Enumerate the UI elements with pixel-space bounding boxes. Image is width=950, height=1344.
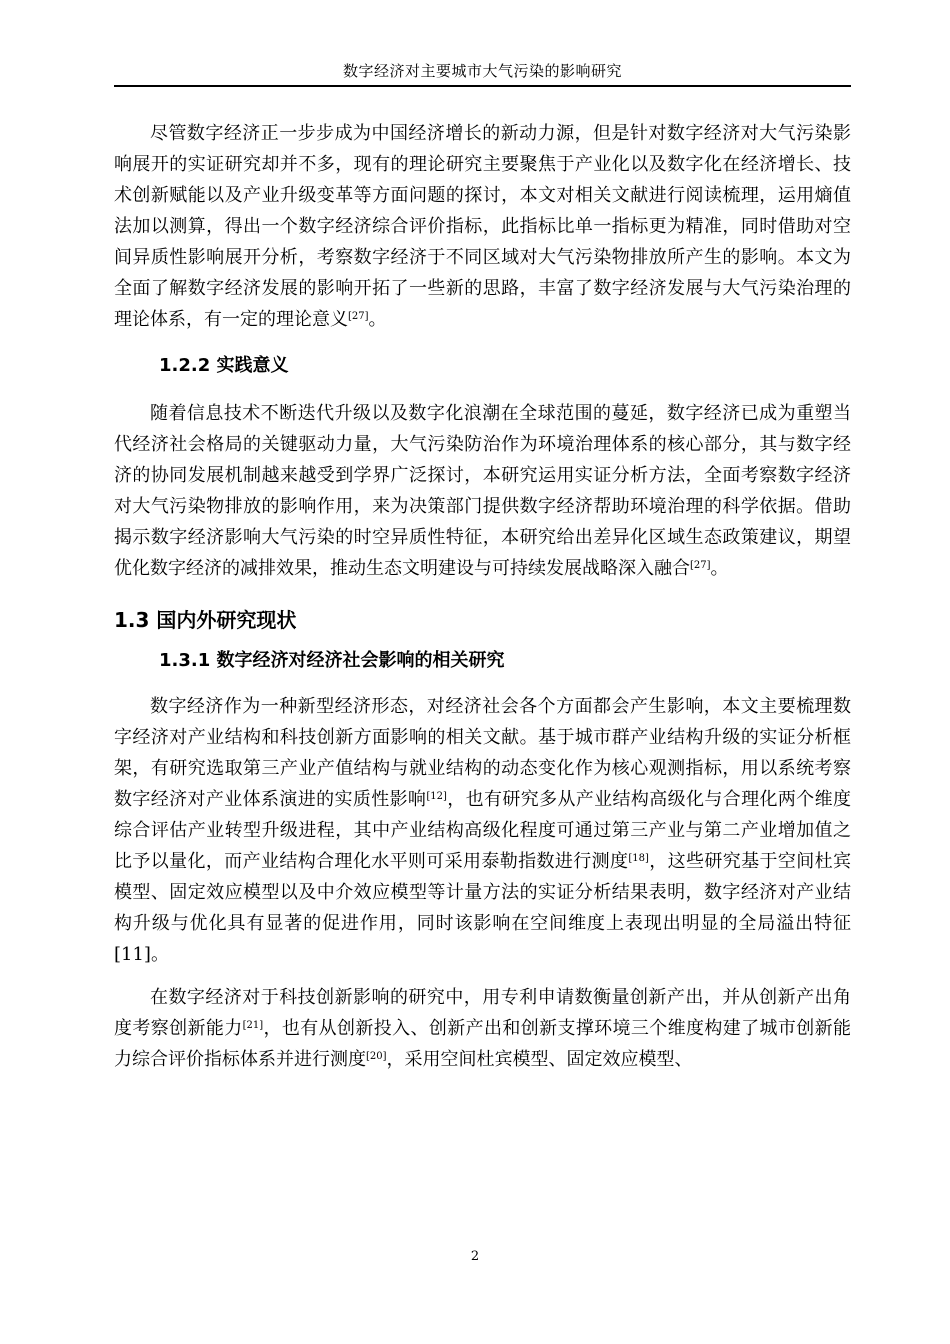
practical-significance-paragraph (114, 398, 851, 584)
industry-structure-paragraph (114, 691, 851, 970)
page-content (114, 118, 851, 1075)
citation: [27] (348, 311, 369, 322)
page-number: 2 (470, 1249, 480, 1264)
section-heading-1-2-2: 1.2.2 实践意义 (159, 355, 289, 376)
paragraph-text: ，也有研究多从产业结构高级化与合理化两个维度综合评估产业转型升级进程，其中产业结构高级化程度可通过第三产业与第二产业增加值之比予以量化，而产业结构合理化水平则可采用泰勒指数进行测度 (114, 789, 852, 872)
running-header: 数字经济对主要城市大气污染的影响研究 (342, 62, 622, 80)
paragraph-text: 数字经济作为一种新型经济形态，对经济社会各个方面都会产生影响，本文主要梳理数字经济对产业结构和科技创新方面影响的相关文献。基于城市群产业结构升级的实证分析框架，有研究选取第三产业产值结构与就业结构的动态变化作为核心观测指标，用以系统考察数字经济对产业体系演进的实质性影响 (114, 696, 851, 810)
paragraph-text: 在数字经济对于科技创新影响的研究中，用专利申请数衡量创新产出，并从创新产出角度考察创新能力 (114, 987, 851, 1039)
paragraph-text: 尽管数字经济正一步步成为中国经济增长的新动力源，但是针对数字经济对大气污染影响展开的实证研究却并不多，现有的理论研究主要聚焦于产业化以及数字化在经济增长、技术创新赋能以及产业升级变革等方面问题的探讨，本文对相关文献进行阅读梳理，运用熵值法加以测算，得出一个数字经济综合评价指标，此指标比单一指标更为精准，同时借助对空间异质性影响展开分析，考察数字经济于不同区域对大气污染物排放所产生的影响。本文为全面了解数字经济发展的影响开拓了一些新的思路，丰富了数字经济发展与大气污染治理的理论体系，有一定的理论意义 (114, 123, 851, 330)
citation: [21] (242, 1020, 264, 1031)
header-rule (114, 85, 851, 87)
section-heading-1-3: 1.3 国内外研究现状 (114, 608, 297, 632)
paragraph-text: 随着信息技术不断迭代升级以及数字化浪潮在全球范围的蔓延，数字经济已成为重塑当代经济社会格局的关键驱动力量，大气污染防治作为环境治理体系的核心部分，其与数字经济的协同发展机制越来越受到学界广泛探讨，本研究运用实证分析方法，全面考察数字经济对大气污染物排放的影响作用，来为决策部门提供数字经济帮助环境治理的科学依据。借助揭示数字经济影响大气污染的时空异质性特征，本研究给出差异化区域生态政策建议，期望优化数字经济的减排效果，推动生态文明建设与可持续发展战略深入融合 (114, 403, 851, 579)
paragraph-text: ，这些研究基于空间杜宾模型、固定效应模型以及中介效应模型等计量方法的实证分析结果表明，数字经济对产业结构升级与优化具有显著的促进作用，同时该影响在空间维度上表现出明显的全局溢出特征[11]。 (114, 851, 852, 965)
paragraph-tail: 。 (710, 558, 729, 579)
paragraph-text: ，也有从创新投入、创新产出和创新支撑环境三个维度构建了城市创新能力综合评价指标体系并进行测度 (114, 1018, 852, 1070)
citation: [27] (690, 560, 711, 571)
citation: [12] (426, 791, 447, 802)
paragraph-text: ，采用空间杜宾模型、固定效应模型、 (386, 1049, 693, 1070)
intro-paragraph (114, 118, 851, 335)
citation: [18] (628, 853, 649, 864)
section-heading-1-3-1: 1.3.1 数字经济对经济社会影响的相关研究 (159, 650, 505, 671)
citation: [20] (366, 1051, 387, 1062)
innovation-paragraph (114, 982, 851, 1075)
paragraph-tail: 。 (368, 309, 387, 330)
